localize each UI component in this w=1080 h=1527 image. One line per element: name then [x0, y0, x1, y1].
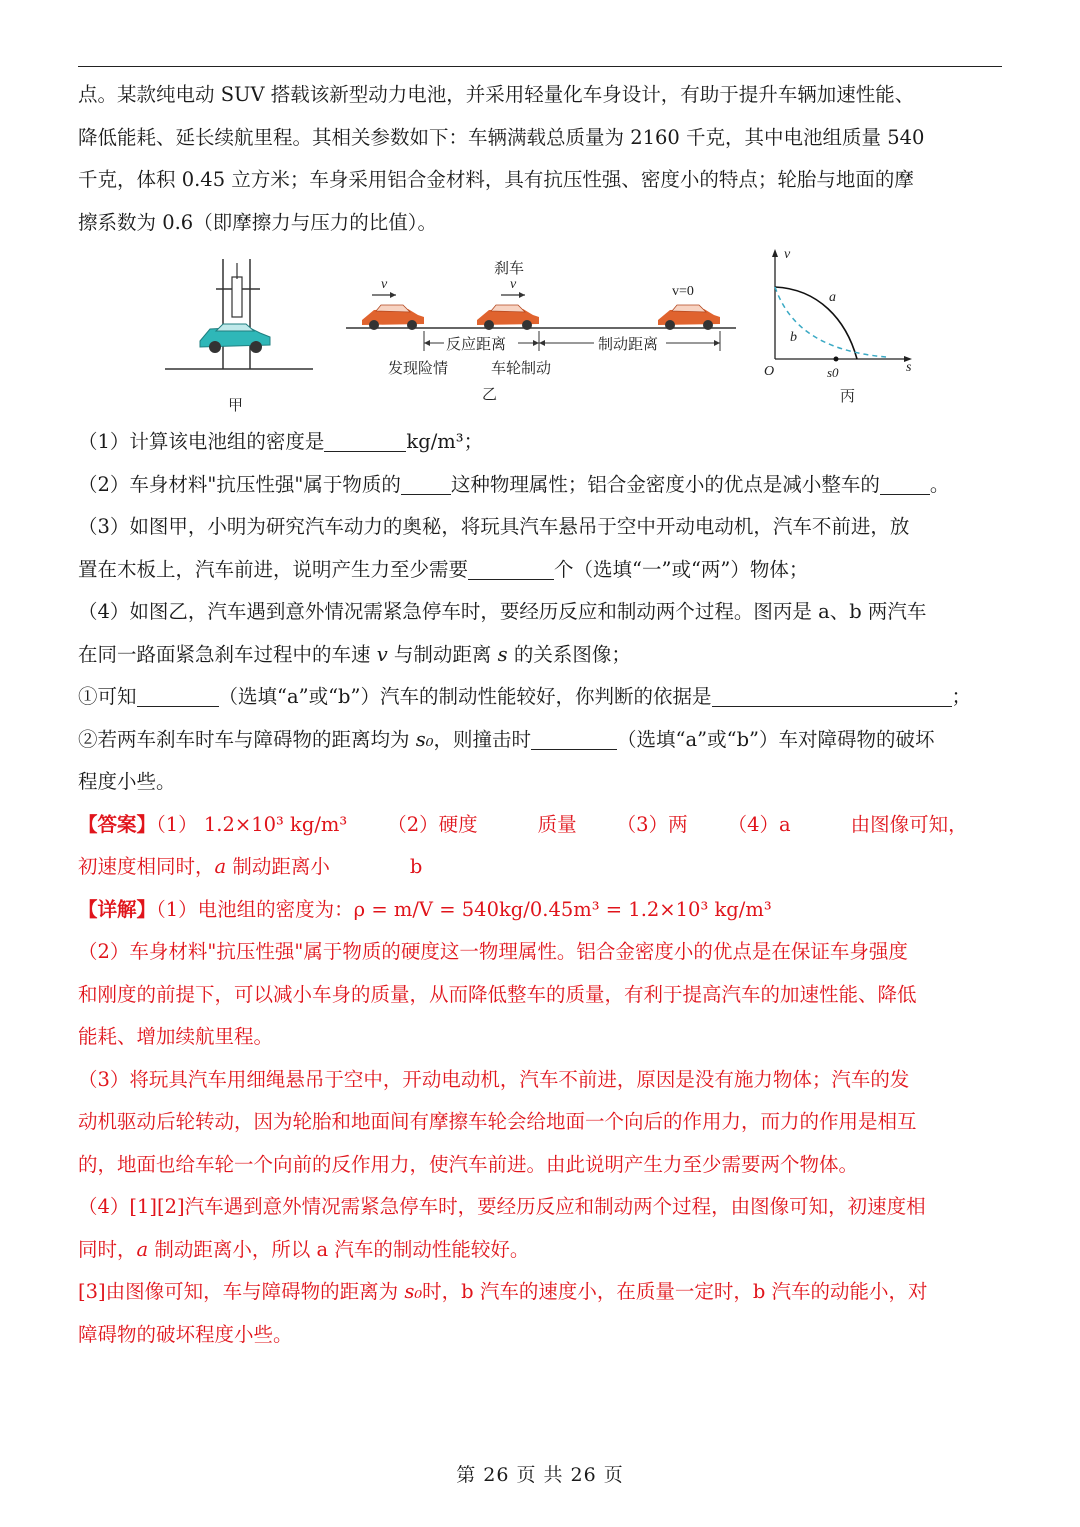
explanation-4: （4）[1][2]汽车遇到意外情况需紧急停车时，要经历反应和制动两个过程，由图像可知，初速度相 — [78, 1195, 926, 1218]
answer-blank — [712, 684, 952, 707]
answer-blank — [324, 429, 406, 452]
question-1: （1）计算该电池组的密度是 kg/m³； — [78, 430, 484, 453]
answer-blank — [880, 472, 930, 495]
answer-blank — [468, 557, 554, 580]
intro-line: 点。某款纯电动 SUV 搭载该新型动力电池，并采用轻量化车身设计，有助于提升车辆加速性能、 — [78, 83, 915, 106]
intro-line: 降低能耗、延长续航里程。其相关参数如下：车辆满载总质量为 2160 千克，其中电池组质量 540 — [78, 125, 925, 149]
figure-yi — [346, 260, 736, 403]
explanation-2: 和刚度的前提下，可以减小车身的质量，从而降低整车的质量，有利于提高汽车的加速性能、降低 — [78, 982, 917, 1006]
figure-bing — [764, 249, 912, 405]
curve-b-label: b — [790, 330, 797, 345]
wheel-brake-label: 车轮制动 — [491, 361, 552, 377]
reaction-distance-label: 反应距离 — [446, 337, 507, 353]
question-4-sub2: ②若两车刹车时车与障碍物的距离均为 s₀，则撞击时 （选填“a”或“b”）车对障碍物的破坏 — [78, 727, 935, 751]
explanation-2: （2）车身材料"抗压性强"属于物质的硬度这一物理属性。铝合金密度小的优点是在保证车身强度 — [78, 940, 908, 963]
figure-jia-label: 甲 — [228, 398, 244, 414]
question-4-sub2-line2: 程度小些。 — [78, 770, 176, 793]
intro-line: 擦系数为 0.6（即摩擦力与压力的比值）。 — [78, 210, 437, 234]
question-3-line: 置在木板上，汽车前进，说明产生力至少需要 个（选填“一”或“两”）物体； — [78, 557, 809, 581]
question-4-line: （4）如图乙，汽车遇到意外情况需紧急停车时，要经历反应和制动两个过程。图丙是 a、b 两汽车 — [78, 600, 927, 623]
header-rule — [78, 66, 1002, 67]
question-4-line: 在同一路面紧急刹车过程中的车速 v 与制动距离 s 的关系图像； — [78, 642, 631, 666]
origin-label: O — [764, 364, 775, 379]
answer-blank — [137, 684, 219, 707]
explanation-3: 的，地面也给车轮一个向前的反作用力，使汽车前进。由此说明产生力至少需要两个物体。 — [78, 1152, 859, 1176]
answer-blank — [401, 472, 451, 495]
curve-a-label: a — [829, 290, 836, 305]
question-2: （2）车身材料"抗压性强"属于物质的 这种物理属性；铝合金密度小的优点是减小整车的 。 — [78, 472, 950, 496]
intro-line: 千克，体积 0.45 立方米；车身采用铝合金材料，具有抗压性强、密度小的特点；轮胎与地面的摩 — [78, 168, 914, 191]
figure-yi-label: 乙 — [482, 387, 498, 403]
explanation-2: 能耗、增加续航里程。 — [78, 1025, 274, 1048]
page-number: 第 26 页 共 26 页 — [456, 1464, 624, 1486]
figure-illustration — [78, 249, 1004, 421]
document-body — [78, 74, 1004, 1356]
figure-row — [78, 249, 1004, 421]
velocity-label: v — [510, 277, 517, 292]
explanation-4: 同时，a 制动距离小，所以 a 汽车的制动性能较好。 — [78, 1237, 530, 1261]
explanation-1: 【详解】（1）电池组的密度为：ρ = m/V = 540kg/0.45m³ = 1.2×10³ kg/m³ — [78, 897, 772, 921]
question-4-sub1: ①可知 （选填“a”或“b”）汽车的制动性能较好，你判断的依据是 ； — [78, 685, 972, 708]
axis-v-label: v — [784, 249, 791, 262]
axis-s-label: s — [906, 360, 912, 375]
velocity-label: v — [381, 277, 388, 292]
explanation-3: （3）将玩具汽车用细绳悬吊于空中，开动电动机，汽车不前进，原因是没有施力物体；汽车的发 — [78, 1067, 910, 1091]
explanation-3: 动机驱动后轮转动，因为轮胎和地面间有摩擦车轮会给地面一个向后的作用力，而力的作用是相互 — [78, 1110, 917, 1133]
answer-tag: 【答案】 — [78, 812, 157, 836]
explanation-4: 障碍物的破坏程度小些。 — [78, 1322, 293, 1346]
answer-line: 【答案】（1） 1.2×10³ kg/m³ （2）硬度 质量 （3）两 （4）a 由图像可知， — [78, 812, 968, 836]
braking-distance-label: 制动距离 — [598, 337, 659, 353]
explanation-4: [3]由图像可知，车与障碍物的距离为 s₀时，b 汽车的速度小，在质量一定时，b 汽车的动能小，对 — [78, 1280, 928, 1303]
velocity-zero-label: v=0 — [672, 284, 694, 299]
brake-label: 刹车 — [494, 261, 525, 277]
answer-blank — [531, 727, 617, 750]
question-3-line: （3）如图甲，小明为研究汽车动力的奥秘，将玩具汽车悬吊于空中开动电动机，汽车不前进，放 — [78, 515, 910, 538]
explanation-tag: 【详解】 — [78, 897, 157, 921]
s0-label: s0 — [827, 365, 839, 380]
figure-bing-label: 丙 — [840, 389, 856, 405]
find-danger-label: 发现险情 — [388, 361, 449, 377]
figure-jia — [165, 259, 313, 414]
answer-line-2: 初速度相同时，a 制动距离小 b — [78, 855, 423, 878]
